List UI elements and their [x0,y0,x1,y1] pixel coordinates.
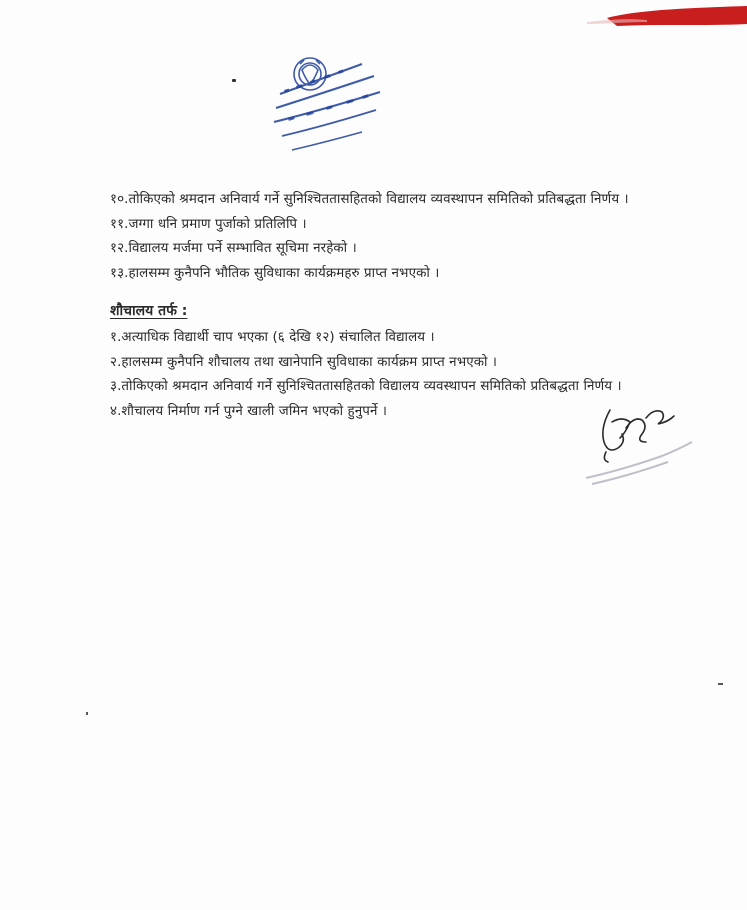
office-seal-stamp [262,50,392,165]
list-item: १०.तोकिएको श्रमदान अनिवार्य गर्ने सुनिश्चिततासहितको विद्यालय व्यवस्थापन समितिको प्रतिबद्धता निर्णय । [110,192,629,207]
list-item: १२.विद्यालय मर्जमा पर्ने सम्भावित सूचिमा नरहेको । [110,241,357,256]
section-heading-toilet: शौचालय तर्फ : [110,303,188,319]
torn-corner-mark [587,6,747,32]
requirements-list-continued [110,188,720,286]
ink-dot [232,79,236,82]
list-item: ११.जग्गा धनि प्रमाण पुर्जाको प्रतिलिपि । [110,216,307,232]
ink-speck [86,712,88,715]
ink-speck [718,683,723,685]
list-item: १.अत्याधिक विद्यार्थी चाप भएका (६ देखि १२) संचालित विद्यालय । [110,330,435,345]
signature-with-stamp [582,398,702,488]
list-item: ४.शौचालय निर्माण गर्न पुग्ने खाली जमिन भएको हुनुपर्ने । [110,403,388,419]
list-item: १३.हालसम्म कुनैपनि भौतिक सुविधाका कार्यक्रमहरु प्राप्त नभएको । [110,265,440,281]
list-item: ३.तोकिएको श्रमदान अनिवार्य गर्ने सुनिश्चिततासहितको विद्यालय व्यवस्थापन समितिको प्रतिबद्धता निर्णय । [110,379,622,394]
list-item: २.हालसम्म कुनैपनि शौचालय तथा खानेपानि सुविधाका कार्यक्रम प्राप्त नभएको । [110,354,498,370]
